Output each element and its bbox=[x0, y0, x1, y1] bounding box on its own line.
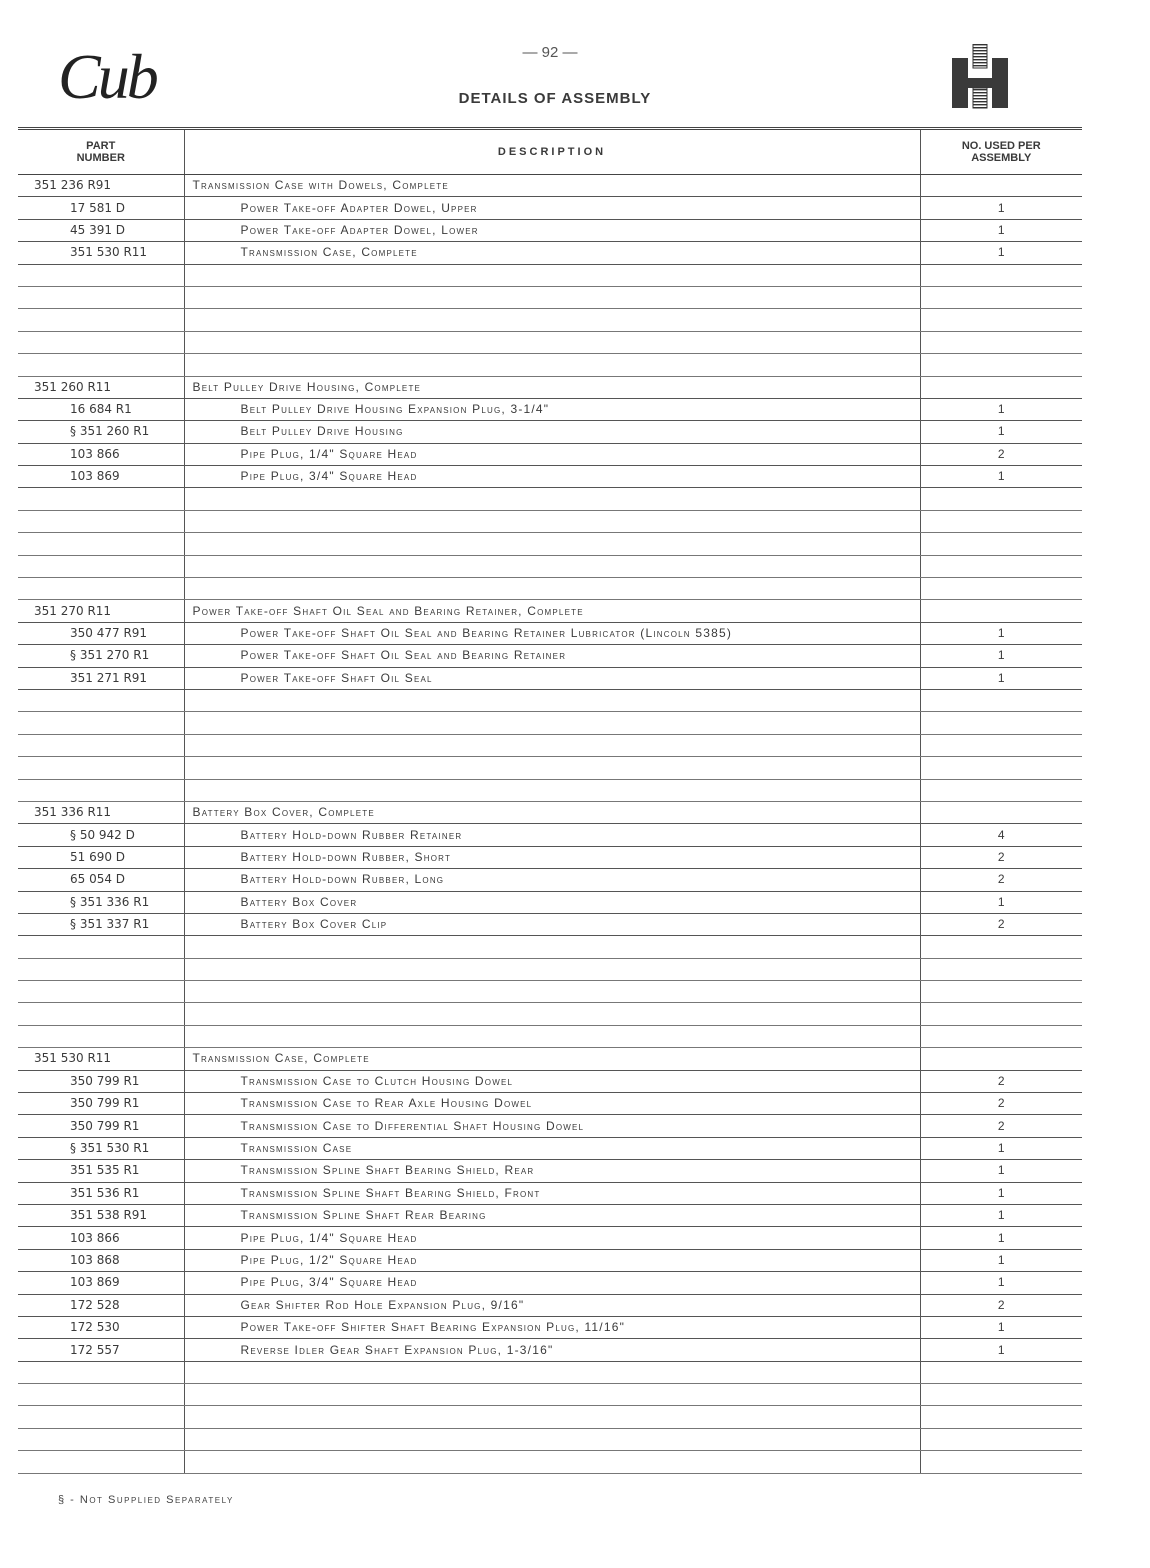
quantity-cell: 1 bbox=[920, 1204, 1082, 1226]
part-number-cell: 351 536 R1 bbox=[18, 1182, 184, 1204]
quantity-cell: 1 bbox=[920, 1182, 1082, 1204]
part-number-cell: 45 391 D bbox=[18, 219, 184, 241]
description-cell: Battery Box Cover Clip bbox=[184, 913, 920, 935]
description-cell: Gear Shifter Rod Hole Expansion Plug, 9/16" bbox=[184, 1294, 920, 1316]
description-cell bbox=[184, 958, 920, 980]
table-row bbox=[18, 175, 1082, 197]
part-number-cell: 350 477 R91 bbox=[18, 622, 184, 644]
part-number-cell: 350 799 R1 bbox=[18, 1115, 184, 1137]
footnote: § - Not Supplied Separately bbox=[58, 1494, 234, 1506]
part-number-cell bbox=[18, 264, 184, 286]
parts-table bbox=[18, 127, 1082, 1474]
part-number-cell bbox=[18, 1361, 184, 1383]
description-cell: Battery Hold-down Rubber, Short bbox=[184, 846, 920, 868]
quantity-cell: 2 bbox=[920, 1070, 1082, 1092]
quantity-cell bbox=[920, 578, 1082, 600]
part-number-cell bbox=[18, 734, 184, 756]
description-cell bbox=[184, 264, 920, 286]
description-cell: Reverse Idler Gear Shaft Expansion Plug, 1-3/16" bbox=[184, 1339, 920, 1361]
table-header-row bbox=[18, 129, 1082, 175]
quantity-cell: 1 bbox=[920, 242, 1082, 264]
part-number-cell: 351 236 R91 bbox=[18, 175, 184, 197]
quantity-cell bbox=[920, 488, 1082, 510]
description-cell: Pipe Plug, 3/4" Square Head bbox=[184, 1272, 920, 1294]
table-row bbox=[18, 376, 1082, 398]
quantity-cell bbox=[920, 1048, 1082, 1070]
description-cell: Transmission Spline Shaft Bearing Shield, Front bbox=[184, 1182, 920, 1204]
part-number-cell bbox=[18, 1384, 184, 1406]
part-number-cell bbox=[18, 533, 184, 555]
description-cell: Power Take-off Shifter Shaft Bearing Expansion Plug, 11/16" bbox=[184, 1316, 920, 1338]
description-cell bbox=[184, 510, 920, 532]
table-row bbox=[18, 1160, 1082, 1182]
part-number-cell: 65 054 D bbox=[18, 869, 184, 891]
part-number-cell bbox=[18, 555, 184, 577]
description-cell bbox=[184, 354, 920, 376]
table-row bbox=[18, 1137, 1082, 1159]
table-row bbox=[18, 1025, 1082, 1047]
quantity-cell bbox=[920, 1025, 1082, 1047]
quantity-cell: 1 bbox=[920, 1137, 1082, 1159]
table-row bbox=[18, 824, 1082, 846]
description-cell: Belt Pulley Drive Housing Expansion Plug, 3-1/4" bbox=[184, 398, 920, 420]
part-number-cell: 351 538 R91 bbox=[18, 1204, 184, 1226]
table-row bbox=[18, 1294, 1082, 1316]
part-number-cell: 103 868 bbox=[18, 1249, 184, 1271]
table-row bbox=[18, 1316, 1082, 1338]
description-cell bbox=[184, 1003, 920, 1025]
quantity-cell bbox=[920, 936, 1082, 958]
table-row bbox=[18, 1204, 1082, 1226]
description-cell bbox=[184, 555, 920, 577]
description-cell: Power Take-off Shaft Oil Seal and Bearing Retainer bbox=[184, 645, 920, 667]
table-row bbox=[18, 689, 1082, 711]
table-row bbox=[18, 1339, 1082, 1361]
part-number-cell: 351 260 R11 bbox=[18, 376, 184, 398]
table-row bbox=[18, 645, 1082, 667]
description-cell: Transmission Case to Differential Shaft Housing Dowel bbox=[184, 1115, 920, 1137]
part-number-cell: 351 535 R1 bbox=[18, 1160, 184, 1182]
quantity-cell: 4 bbox=[920, 824, 1082, 846]
quantity-cell: 1 bbox=[920, 421, 1082, 443]
part-number-cell bbox=[18, 936, 184, 958]
table-row bbox=[18, 869, 1082, 891]
part-number-cell: 103 869 bbox=[18, 466, 184, 488]
table-row bbox=[18, 1227, 1082, 1249]
table-row bbox=[18, 1070, 1082, 1092]
description-cell bbox=[184, 309, 920, 331]
description-cell: Transmission Spline Shaft Rear Bearing bbox=[184, 1204, 920, 1226]
table-row bbox=[18, 466, 1082, 488]
part-number-cell: § 351 336 R1 bbox=[18, 891, 184, 913]
table-row bbox=[18, 443, 1082, 465]
quantity-cell: 1 bbox=[920, 219, 1082, 241]
quantity-cell bbox=[920, 1451, 1082, 1473]
quantity-cell bbox=[920, 712, 1082, 734]
part-number-cell bbox=[18, 510, 184, 532]
table-row bbox=[18, 1384, 1082, 1406]
description-cell: Battery Box Cover, Complete bbox=[184, 801, 920, 823]
part-number-cell bbox=[18, 488, 184, 510]
quantity-cell bbox=[920, 1384, 1082, 1406]
table-row bbox=[18, 622, 1082, 644]
quantity-cell: 1 bbox=[920, 667, 1082, 689]
table-row bbox=[18, 1249, 1082, 1271]
quantity-cell: 2 bbox=[920, 443, 1082, 465]
table-row bbox=[18, 197, 1082, 219]
description-cell: Power Take-off Adapter Dowel, Lower bbox=[184, 219, 920, 241]
quantity-cell: 2 bbox=[920, 1294, 1082, 1316]
description-cell bbox=[184, 757, 920, 779]
quantity-cell: 2 bbox=[920, 869, 1082, 891]
quantity-cell: 1 bbox=[920, 1316, 1082, 1338]
quantity-cell bbox=[920, 533, 1082, 555]
quantity-cell: 1 bbox=[920, 1249, 1082, 1271]
part-number-cell: 351 270 R11 bbox=[18, 600, 184, 622]
table-row bbox=[18, 510, 1082, 532]
page-title: DETAILS OF ASSEMBLY bbox=[458, 90, 652, 107]
quantity-cell bbox=[920, 1003, 1082, 1025]
description-cell: Pipe Plug, 1/4" Square Head bbox=[184, 443, 920, 465]
description-cell: Transmission Case to Rear Axle Housing Dowel bbox=[184, 1093, 920, 1115]
part-number-cell bbox=[18, 757, 184, 779]
description-cell bbox=[184, 1361, 920, 1383]
table-row bbox=[18, 1428, 1082, 1450]
description-cell bbox=[184, 981, 920, 1003]
page-number: — 92 — bbox=[522, 44, 578, 61]
part-number-cell: 350 799 R1 bbox=[18, 1070, 184, 1092]
description-cell: Pipe Plug, 1/4" Square Head bbox=[184, 1227, 920, 1249]
table-row bbox=[18, 1451, 1082, 1473]
description-cell: Transmission Case with Dowels, Complete bbox=[184, 175, 920, 197]
table-row bbox=[18, 555, 1082, 577]
table-row bbox=[18, 936, 1082, 958]
quantity-cell bbox=[920, 175, 1082, 197]
table-row bbox=[18, 1272, 1082, 1294]
description-cell: Power Take-off Shaft Oil Seal and Bearing Retainer, Complete bbox=[184, 600, 920, 622]
part-number-cell: 103 866 bbox=[18, 1227, 184, 1249]
table-row bbox=[18, 734, 1082, 756]
table-row bbox=[18, 801, 1082, 823]
description-cell: Battery Hold-down Rubber, Long bbox=[184, 869, 920, 891]
part-number-cell: § 351 337 R1 bbox=[18, 913, 184, 935]
table-row bbox=[18, 242, 1082, 264]
quantity-cell bbox=[920, 354, 1082, 376]
quantity-header: NO. USED PER ASSEMBLY bbox=[920, 129, 1082, 175]
description-cell bbox=[184, 331, 920, 353]
part-number-cell: § 50 942 D bbox=[18, 824, 184, 846]
part-number-cell bbox=[18, 1025, 184, 1047]
quantity-cell bbox=[920, 1406, 1082, 1428]
quantity-cell bbox=[920, 600, 1082, 622]
quantity-cell bbox=[920, 757, 1082, 779]
quantity-cell: 1 bbox=[920, 645, 1082, 667]
quantity-cell: 1 bbox=[920, 1160, 1082, 1182]
table-row bbox=[18, 354, 1082, 376]
table-row bbox=[18, 913, 1082, 935]
description-cell bbox=[184, 1406, 920, 1428]
table-row bbox=[18, 757, 1082, 779]
quantity-cell: 2 bbox=[920, 1115, 1082, 1137]
description-cell: Belt Pulley Drive Housing, Complete bbox=[184, 376, 920, 398]
table-row bbox=[18, 712, 1082, 734]
description-cell bbox=[184, 1025, 920, 1047]
quantity-cell: 1 bbox=[920, 1339, 1082, 1361]
part-number-cell: § 351 530 R1 bbox=[18, 1137, 184, 1159]
part-number-cell bbox=[18, 981, 184, 1003]
part-number-cell: 351 530 R11 bbox=[18, 1048, 184, 1070]
quantity-cell: 1 bbox=[920, 398, 1082, 420]
quantity-cell bbox=[920, 510, 1082, 532]
table-row bbox=[18, 667, 1082, 689]
description-cell bbox=[184, 578, 920, 600]
part-number-cell bbox=[18, 309, 184, 331]
description-cell: Transmission Case to Clutch Housing Dowel bbox=[184, 1070, 920, 1092]
description-cell: Pipe Plug, 3/4" Square Head bbox=[184, 466, 920, 488]
ih-logo-icon bbox=[950, 44, 1010, 110]
part-number-cell: 51 690 D bbox=[18, 846, 184, 868]
table-row bbox=[18, 1048, 1082, 1070]
description-cell: Power Take-off Adapter Dowel, Upper bbox=[184, 197, 920, 219]
quantity-cell bbox=[920, 555, 1082, 577]
description-cell bbox=[184, 533, 920, 555]
table-row bbox=[18, 600, 1082, 622]
table-row bbox=[18, 533, 1082, 555]
part-number-cell: 172 530 bbox=[18, 1316, 184, 1338]
table-row bbox=[18, 846, 1082, 868]
quantity-cell: 2 bbox=[920, 846, 1082, 868]
part-number-cell: 351 271 R91 bbox=[18, 667, 184, 689]
part-number-cell: § 351 270 R1 bbox=[18, 645, 184, 667]
part-number-cell bbox=[18, 958, 184, 980]
quantity-cell: 1 bbox=[920, 466, 1082, 488]
description-cell bbox=[184, 1428, 920, 1450]
part-number-cell bbox=[18, 1428, 184, 1450]
table-row bbox=[18, 1093, 1082, 1115]
description-cell: Transmission Case, Complete bbox=[184, 1048, 920, 1070]
description-cell bbox=[184, 936, 920, 958]
description-cell: Transmission Case, Complete bbox=[184, 242, 920, 264]
quantity-cell: 2 bbox=[920, 1093, 1082, 1115]
table-row bbox=[18, 891, 1082, 913]
quantity-cell bbox=[920, 1428, 1082, 1450]
table-row bbox=[18, 1182, 1082, 1204]
quantity-cell: 2 bbox=[920, 913, 1082, 935]
quantity-cell bbox=[920, 264, 1082, 286]
part-number-cell bbox=[18, 1406, 184, 1428]
quantity-cell: 1 bbox=[920, 1272, 1082, 1294]
table-row bbox=[18, 958, 1082, 980]
part-number-cell bbox=[18, 331, 184, 353]
description-cell: Belt Pulley Drive Housing bbox=[184, 421, 920, 443]
quantity-cell bbox=[920, 376, 1082, 398]
table-row bbox=[18, 331, 1082, 353]
quantity-cell: 1 bbox=[920, 197, 1082, 219]
quantity-cell bbox=[920, 734, 1082, 756]
description-cell: Transmission Spline Shaft Bearing Shield, Rear bbox=[184, 1160, 920, 1182]
part-number-cell: 350 799 R1 bbox=[18, 1093, 184, 1115]
description-cell bbox=[184, 1384, 920, 1406]
table-row bbox=[18, 488, 1082, 510]
part-number-cell: 103 866 bbox=[18, 443, 184, 465]
part-number-cell: 16 684 R1 bbox=[18, 398, 184, 420]
quantity-cell bbox=[920, 981, 1082, 1003]
table-row bbox=[18, 1115, 1082, 1137]
table-row bbox=[18, 1003, 1082, 1025]
quantity-cell: 1 bbox=[920, 1227, 1082, 1249]
part-number-cell bbox=[18, 779, 184, 801]
quantity-cell bbox=[920, 779, 1082, 801]
part-number-cell bbox=[18, 1003, 184, 1025]
quantity-cell bbox=[920, 801, 1082, 823]
description-cell bbox=[184, 286, 920, 308]
description-cell bbox=[184, 734, 920, 756]
description-cell: Battery Hold-down Rubber Retainer bbox=[184, 824, 920, 846]
quantity-cell bbox=[920, 286, 1082, 308]
table-row bbox=[18, 219, 1082, 241]
table-row bbox=[18, 264, 1082, 286]
description-cell: Power Take-off Shaft Oil Seal and Bearing Retainer Lubricator (Lincoln 5385) bbox=[184, 622, 920, 644]
quantity-cell: 1 bbox=[920, 891, 1082, 913]
part-number-cell bbox=[18, 354, 184, 376]
cub-logo: Cub bbox=[58, 41, 156, 112]
description-header: DESCRIPTION bbox=[184, 129, 920, 175]
table-row bbox=[18, 398, 1082, 420]
table-row bbox=[18, 309, 1082, 331]
part-number-cell: § 351 260 R1 bbox=[18, 421, 184, 443]
table-row bbox=[18, 286, 1082, 308]
quantity-cell: 1 bbox=[920, 622, 1082, 644]
part-number-cell bbox=[18, 689, 184, 711]
part-number-cell: 17 581 D bbox=[18, 197, 184, 219]
description-cell: Transmission Case bbox=[184, 1137, 920, 1159]
description-cell: Pipe Plug, 1/2" Square Head bbox=[184, 1249, 920, 1271]
part-number-cell bbox=[18, 286, 184, 308]
parts-table-body bbox=[18, 175, 1082, 1474]
part-number-cell bbox=[18, 712, 184, 734]
description-cell bbox=[184, 689, 920, 711]
description-cell bbox=[184, 1451, 920, 1473]
description-cell bbox=[184, 779, 920, 801]
description-cell bbox=[184, 488, 920, 510]
quantity-cell bbox=[920, 1361, 1082, 1383]
part-number-cell bbox=[18, 1451, 184, 1473]
quantity-cell bbox=[920, 309, 1082, 331]
part-number-cell: 351 336 R11 bbox=[18, 801, 184, 823]
table-row bbox=[18, 421, 1082, 443]
part-number-cell bbox=[18, 578, 184, 600]
part-number-header: PART NUMBER bbox=[18, 129, 184, 175]
table-row bbox=[18, 1361, 1082, 1383]
table-row bbox=[18, 1406, 1082, 1428]
part-number-cell: 172 557 bbox=[18, 1339, 184, 1361]
table-row bbox=[18, 779, 1082, 801]
description-cell bbox=[184, 712, 920, 734]
quantity-cell bbox=[920, 689, 1082, 711]
quantity-cell bbox=[920, 958, 1082, 980]
quantity-cell bbox=[920, 331, 1082, 353]
table-row bbox=[18, 981, 1082, 1003]
description-cell: Power Take-off Shaft Oil Seal bbox=[184, 667, 920, 689]
part-number-cell: 351 530 R11 bbox=[18, 242, 184, 264]
description-cell: Battery Box Cover bbox=[184, 891, 920, 913]
table-row bbox=[18, 578, 1082, 600]
part-number-cell: 103 869 bbox=[18, 1272, 184, 1294]
part-number-cell: 172 528 bbox=[18, 1294, 184, 1316]
